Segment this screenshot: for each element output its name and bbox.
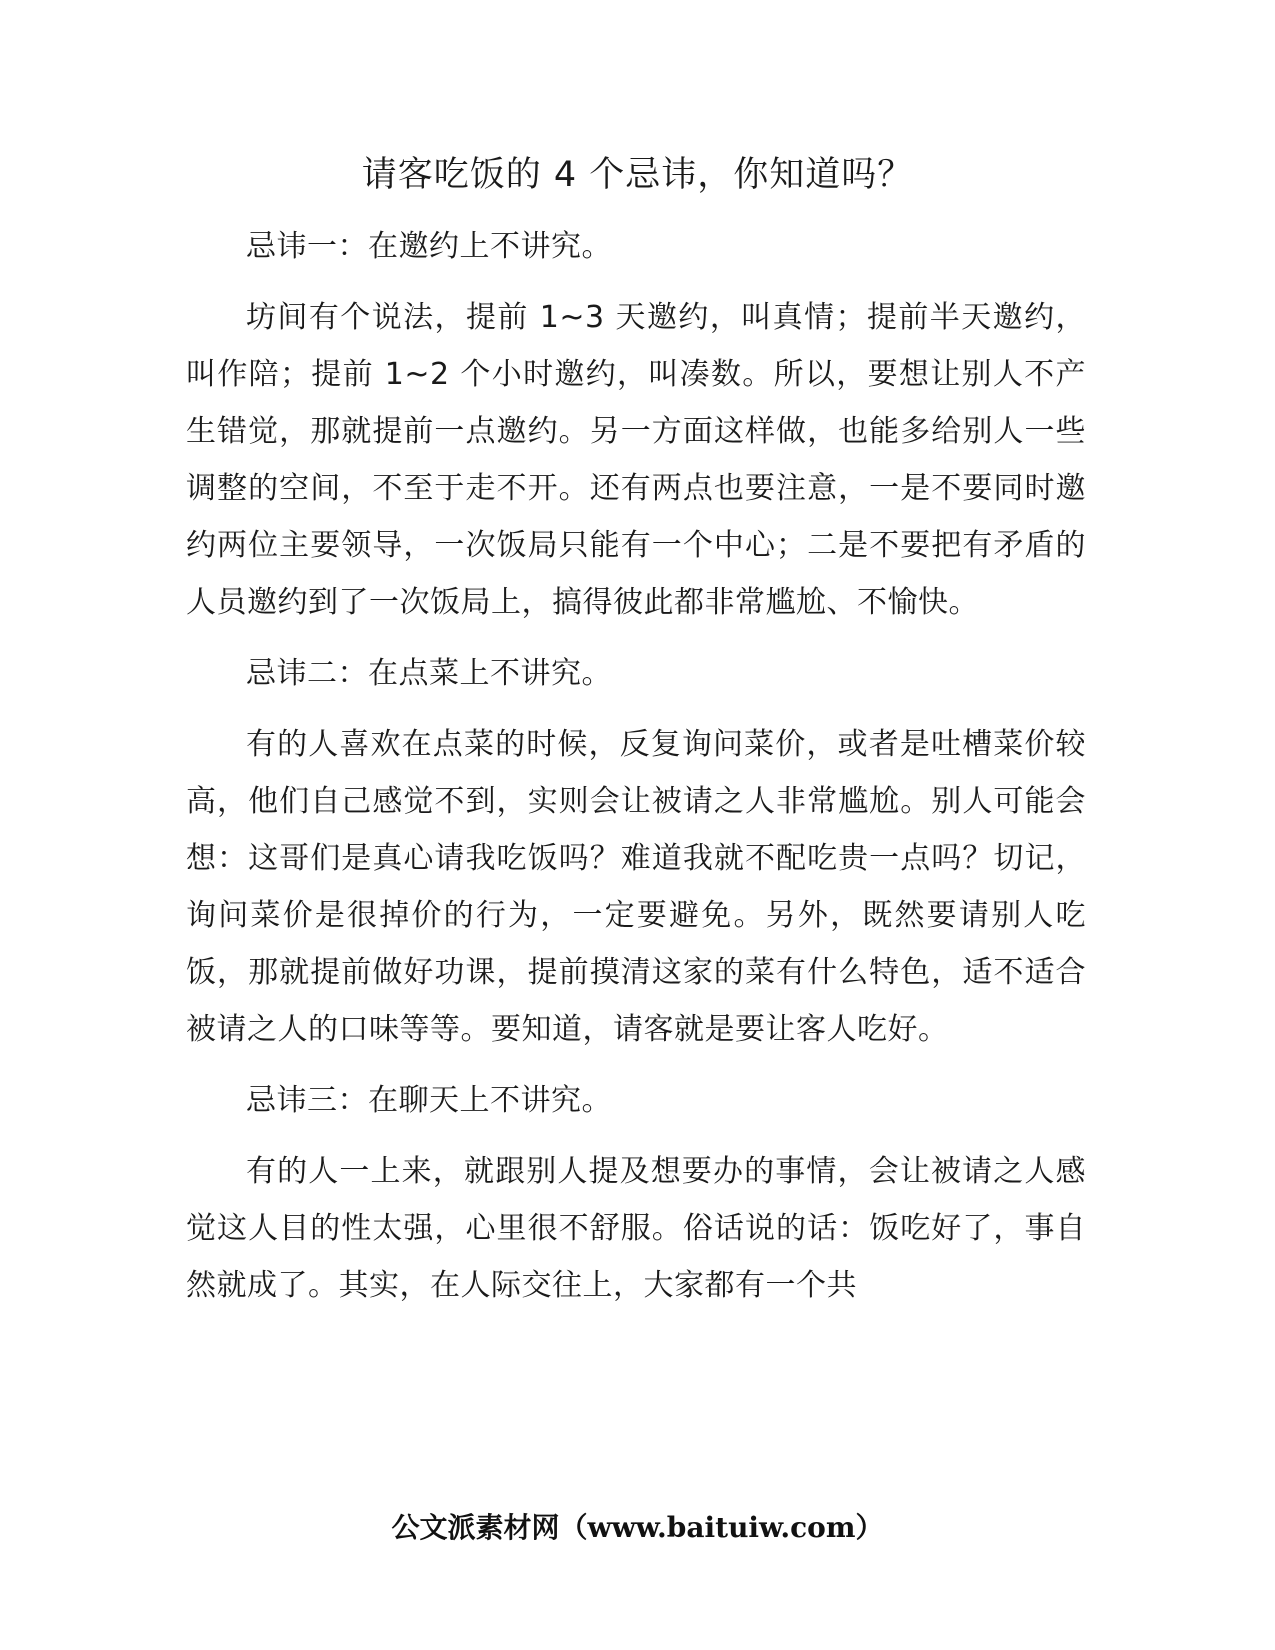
document-body	[186, 218, 1086, 1328]
page-footer: 公文派素材网（www.baituiw.com）	[391, 1511, 884, 1544]
paragraph-2: 有的人喜欢在点菜的时候，反复询问菜价，或者是吐槽菜价较高，他们自己感觉不到，实则会让被请之人非常尴尬。别人可能会想：这哥们是真心请我吃饭吗？难道我就不配吃贵一点吗？切记，询问菜价是很掉价的行为，一定要避免。另外，既然要请别人吃饭，那就提前做好功课，提前摸清这家的菜有什么特色，适不适合被请之人的口味等等。要知道，请客就是要让客人吃好。	[186, 727, 1086, 1047]
section-heading-2: 忌讳二：在点菜上不讲究。	[246, 656, 612, 691]
paragraph-3: 有的人一上来，就跟别人提及想要办的事情，会让被请之人感觉这人目的性太强，心里很不舒服。俗话说的话：饭吃好了，事自然就成了。其实，在人际交往上，大家都有一个共	[186, 1154, 1086, 1303]
paragraph-1: 坊间有个说法，提前 1~3 天邀约，叫真情；提前半天邀约，叫作陪；提前 1~2 个小时邀约，叫凑数。所以，要想让别人不产生错觉，那就提前一点邀约。另一方面这样做，也能多给别人一些调整的空间，不至于走不开。还有两点也要注意，一是不要同时邀约两位主要领导，一次饭局只能有一个中心；二是不要把有矛盾的人员邀约到了一次饭局上，搞得彼此都非常尴尬、不愉快。	[186, 300, 1086, 620]
section-heading-3: 忌讳三：在聊天上不讲究。	[246, 1083, 612, 1118]
document-title: 请客吃饭的 4 个忌讳，你知道吗？	[361, 155, 914, 195]
section-heading-1: 忌讳一：在邀约上不讲究。	[246, 229, 612, 264]
